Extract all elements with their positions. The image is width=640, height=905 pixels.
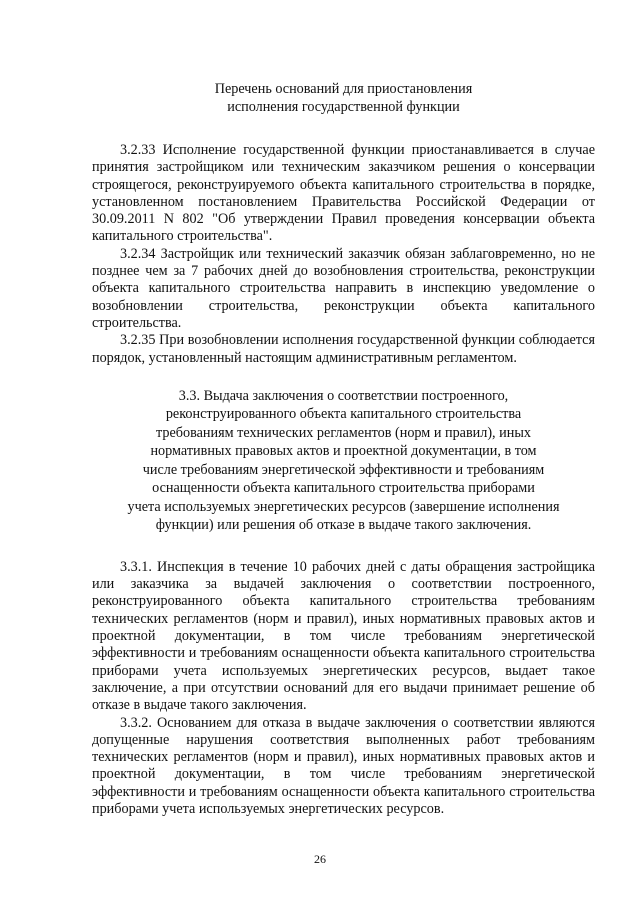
subsection-heading-line: числе требованиям энергетической эффективности и требованиям	[142, 461, 545, 478]
paragraph-3-2-35: 3.2.35 При возобновлении исполнения государственной функции соблюдается порядок, установленный настоящим административным регламентом.	[92, 332, 595, 366]
paragraph-3-3-2: 3.3.2. Основанием для отказа в выдаче заключения о соответствии являются допущенные нарушения соответствия выполненных работ требованиям технических регламентов (норм и правил), иных нормативных правовых актов и проектной документации, в том числе требованиям энергетической эффективности и требованиям оснащенности объекта капитального строительства приборами учета используемых энергетических ресурсов.	[92, 714, 595, 818]
page-number: 26	[314, 852, 326, 866]
paragraph-3-2-33: 3.2.33 Исполнение государственной функции приостанавливается в случае принятия застройщиком или техническим заказчиком решения о консервации строящегося, реконструируемого объекта капитального строительства в порядке, установленном постановлением Правительства Российской Федерации от 30.09.2011 N 802 "Об утверждении Правил проведения консервации объекта капитального строительства".	[92, 142, 595, 245]
subsection-heading-3-3	[92, 387, 595, 535]
paragraph-3-2-34: 3.2.34 Застройщик или технический заказчик обязан заблаговременно, но не позднее чем за 7 рабочих дней до возобновления строительства, реконструкции объекта капитального строительства направить в инспекцию уведомление о возобновлении строительства, реконструкции объекта капитального строительства.	[92, 245, 595, 331]
subsection-heading-line: учета используемых энергетических ресурсов (завершение исполнения	[127, 498, 560, 515]
spacer	[92, 367, 595, 387]
page-content	[92, 80, 595, 818]
subsection-heading-line: оснащенности объекта капитального строительства приборами	[152, 480, 535, 497]
spacer	[92, 116, 595, 142]
subsection-heading-line: реконструированного объекта капитального строительства	[165, 406, 522, 423]
section-heading-line-2: исполнения государственной функции	[227, 99, 460, 115]
subsection-heading-line: 3.3. Выдача заключения о соответствии построенного,	[178, 387, 509, 404]
subsection-heading-line: функции) или решения об отказе в выдаче такого заключения.	[155, 517, 532, 534]
paragraph-3-3-1: 3.3.1. Инспекция в течение 10 рабочих дней с даты обращения застройщика или заказчика за выдачей заключения о соответствии построенного, реконструированного объекта капитального строительства требованиям технических регламентов (норм и правил), иных нормативных правовых актов и проектной документации, в том числе требованиям энергетической эффективности и требованиям оснащенности объекта капитального строительства приборами учета используемых энергетических ресурсов, выдает такое заключение, а при отсутствии оснований для его выдачи принимает решение об отказе в выдаче такого заключения.	[92, 558, 595, 714]
spacer	[92, 535, 595, 559]
subsection-heading-line: требованиям технических регламентов (норм и правил), иных	[156, 424, 531, 441]
subsection-heading-line: нормативных правовых актов и проектной документации, в том	[150, 443, 537, 460]
section-heading	[92, 80, 595, 116]
section-heading-line-1: Перечень оснований для приостановления	[214, 81, 473, 97]
